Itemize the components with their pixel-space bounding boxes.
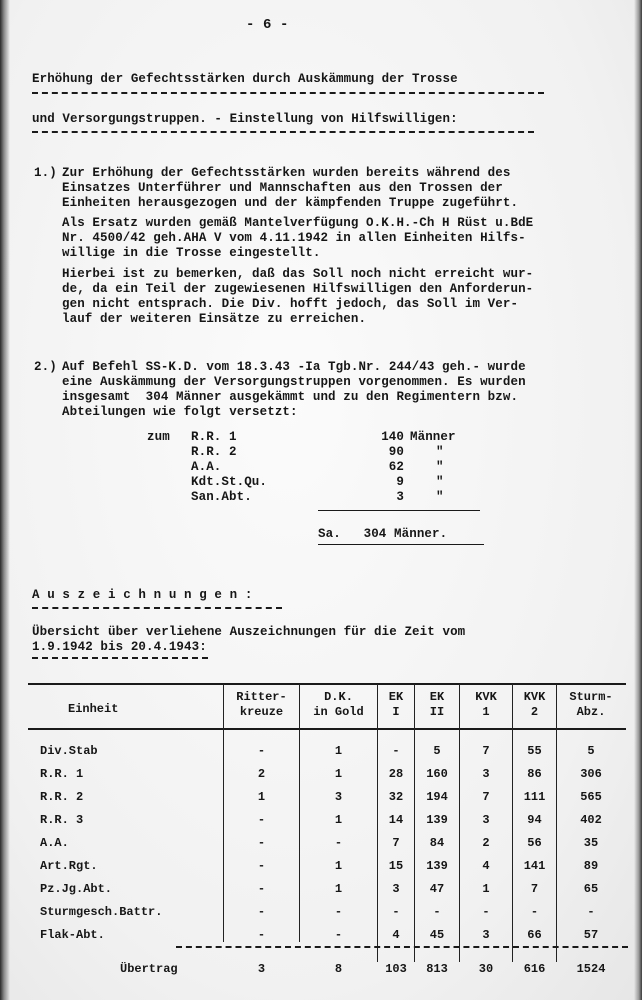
table-header-cell: Einheit bbox=[68, 702, 119, 716]
page-number: - 6 - bbox=[246, 17, 289, 33]
table-total-label: Übertrag bbox=[120, 962, 178, 976]
allocation-unit-label: " bbox=[436, 475, 444, 489]
table-total-cell: 30 bbox=[478, 962, 494, 976]
table-header-cell: 1 bbox=[482, 705, 490, 719]
allocation-sum-line bbox=[318, 510, 480, 511]
table-total-cell: 3 bbox=[257, 962, 266, 976]
allocation-total: Sa. 304 Männer. bbox=[318, 527, 448, 541]
table-cell: 4 bbox=[392, 928, 400, 942]
table-row-unit: Sturmgesch.Battr. bbox=[40, 905, 163, 919]
table-cell: 86 bbox=[527, 767, 542, 781]
table-cell: 3 bbox=[482, 928, 490, 942]
table-cell: 7 bbox=[482, 744, 490, 758]
table-cell: 57 bbox=[583, 928, 599, 942]
table-cell: 7 bbox=[392, 836, 400, 850]
item-1-p2-line: Nr. 4500/42 geh.AHA V vom 4.11.1942 in allen Einheiten Hilfs- bbox=[62, 231, 526, 245]
table-cell: 565 bbox=[580, 790, 602, 804]
table-header-cell: Ritter- bbox=[236, 690, 287, 704]
awards-intro-underline bbox=[32, 657, 208, 659]
table-cell: 32 bbox=[388, 790, 404, 804]
table-cell: 3 bbox=[334, 790, 343, 804]
table-cell: 14 bbox=[388, 813, 404, 827]
table-cell: 1 bbox=[334, 767, 343, 781]
table-total-cell: 103 bbox=[385, 962, 407, 976]
scan-edge-left bbox=[0, 0, 10, 1000]
allocation-count: 62 bbox=[388, 460, 404, 474]
table-header-cell: Abz. bbox=[576, 705, 606, 719]
table-cell: - bbox=[257, 859, 266, 873]
table-row-unit: Div.Stab bbox=[40, 744, 98, 758]
table-top-rule bbox=[28, 683, 626, 685]
allocation-unit: R.R. 1 bbox=[191, 430, 237, 444]
allocation-unit-label: " bbox=[436, 445, 444, 459]
table-cell: 55 bbox=[527, 744, 542, 758]
table-cell: 111 bbox=[523, 790, 546, 804]
table-cell: - bbox=[257, 836, 266, 850]
table-cell: 56 bbox=[527, 836, 542, 850]
table-cell: - bbox=[334, 928, 343, 942]
table-cell: 94 bbox=[527, 813, 542, 827]
awards-title: A u s z e i c h n u n g e n : bbox=[32, 588, 253, 602]
item-1-p1-line: Zur Erhöhung der Gefechtsstärken wurden bereits während des bbox=[62, 166, 511, 180]
table-cell: 2 bbox=[482, 836, 490, 850]
table-cell: 3 bbox=[482, 767, 490, 781]
table-header-cell: EK bbox=[388, 690, 404, 704]
table-cell: 5 bbox=[587, 744, 595, 758]
table-cell: 141 bbox=[523, 859, 546, 873]
table-cell: - bbox=[257, 882, 266, 896]
item-1-p1-line: Einsatzes Unterführer und Mannschaften aus den Trossen der bbox=[62, 181, 503, 195]
table-row-unit: Art.Rgt. bbox=[40, 859, 98, 873]
allocation-count: 90 bbox=[388, 445, 404, 459]
table-total-cell: 8 bbox=[334, 962, 343, 976]
table-cell: - bbox=[530, 905, 539, 919]
table-row-unit: R.R. 1 bbox=[40, 767, 84, 781]
item-1-p3-line: gen nicht entsprach. Die Div. hofft jedoch, das Soll im Ver- bbox=[62, 297, 519, 311]
table-cell: 160 bbox=[426, 767, 448, 781]
table-cell: 194 bbox=[426, 790, 448, 804]
allocation-prefix: zum bbox=[147, 430, 170, 444]
table-total-cell: 813 bbox=[426, 962, 448, 976]
item-1-p3-line: de, da ein Teil der zugewiesenen Hilfswilligen den Anforderun- bbox=[62, 282, 534, 296]
table-cell: 5 bbox=[433, 744, 441, 758]
table-row-unit: A.A. bbox=[40, 836, 69, 850]
table-cell: 1 bbox=[334, 882, 343, 896]
table-total-cell: 1524 bbox=[576, 962, 606, 976]
table-cell: - bbox=[587, 905, 595, 919]
table-header-cell: Sturm- bbox=[569, 690, 613, 704]
table-row-unit: R.R. 2 bbox=[40, 790, 84, 804]
table-header-cell: 2 bbox=[530, 705, 539, 719]
table-cell: 139 bbox=[426, 813, 448, 827]
section-title-line-2: und Versorgungstruppen. - Einstellung von Hilfswilligen: bbox=[32, 112, 458, 126]
allocation-unit: R.R. 2 bbox=[191, 445, 237, 459]
allocation-unit-label: Männer bbox=[410, 430, 456, 444]
table-cell: - bbox=[334, 836, 343, 850]
table-cell: 47 bbox=[429, 882, 445, 896]
item-1-p3-line: Hierbei ist zu bemerken, daß das Soll noch nicht erreicht wur- bbox=[62, 267, 534, 281]
table-cell: 2 bbox=[257, 767, 266, 781]
table-header-cell: KVK bbox=[523, 690, 546, 704]
allocation-total-underline bbox=[318, 544, 484, 545]
table-cell: 1 bbox=[334, 744, 343, 758]
table-header-cell: II bbox=[429, 705, 445, 719]
table-cell: 45 bbox=[429, 928, 445, 942]
table-header-cell: kreuze bbox=[239, 705, 284, 719]
allocation-unit-label: " bbox=[436, 490, 444, 504]
heading-underline-2 bbox=[32, 131, 534, 133]
table-header-rule bbox=[28, 728, 626, 730]
table-cell: 3 bbox=[482, 813, 490, 827]
table-cell: 66 bbox=[527, 928, 542, 942]
table-cell: 1 bbox=[482, 882, 490, 896]
table-cell: - bbox=[257, 813, 266, 827]
table-row-unit: Flak-Abt. bbox=[40, 928, 105, 942]
table-cell: 306 bbox=[580, 767, 602, 781]
table-cell: - bbox=[433, 905, 441, 919]
awards-title-underline bbox=[32, 607, 282, 609]
table-header-cell: EK bbox=[429, 690, 445, 704]
table-cell: 402 bbox=[580, 813, 602, 827]
allocation-count: 140 bbox=[381, 430, 404, 444]
allocation-unit: San.Abt. bbox=[191, 490, 252, 504]
allocation-unit: A.A. bbox=[191, 460, 222, 474]
allocation-unit-label: " bbox=[436, 460, 444, 474]
table-cell: 1 bbox=[257, 790, 266, 804]
table-cell: - bbox=[257, 905, 266, 919]
item-2-line: eine Auskämmung der Versorgungstruppen vorgenommen. Es wurden bbox=[62, 375, 526, 389]
table-cell: - bbox=[392, 744, 400, 758]
table-cell: 35 bbox=[583, 836, 599, 850]
table-cell: 1 bbox=[334, 859, 343, 873]
item-2-number: 2.) bbox=[34, 360, 57, 374]
table-row-unit: Pz.Jg.Abt. bbox=[40, 882, 113, 896]
awards-intro-line: 1.9.1942 bis 20.4.1943: bbox=[32, 640, 207, 654]
item-1-p2-line: Als Ersatz wurden gemäß Mantelverfügung O.K.H.-Ch H Rüst u.BdE bbox=[62, 216, 534, 230]
allocation-count: 3 bbox=[396, 490, 404, 504]
table-header-cell: KVK bbox=[475, 690, 497, 704]
table-cell: - bbox=[257, 928, 266, 942]
table-cell: 89 bbox=[583, 859, 599, 873]
item-2-line: Abteilungen wie folgt versetzt: bbox=[62, 405, 298, 419]
table-cell: 1 bbox=[334, 813, 343, 827]
item-2-line: insgesamt 304 Männer ausgekämmt und zu den Regimentern bzw. bbox=[62, 390, 519, 404]
allocation-count: 9 bbox=[396, 475, 404, 489]
table-cell: - bbox=[482, 905, 490, 919]
table-cell: - bbox=[392, 905, 400, 919]
item-1-p2-line: willige in die Trosse eingestellt. bbox=[62, 246, 321, 260]
table-cell: - bbox=[334, 905, 343, 919]
item-1-p3-line: lauf der weiteren Einsätze zu erreichen. bbox=[62, 312, 367, 326]
item-2-line: Auf Befehl SS-K.D. vom 18.3.43 -Ia Tgb.Nr. 244/43 geh.- wurde bbox=[62, 360, 526, 374]
heading-underline-1 bbox=[32, 92, 544, 94]
table-cell: 15 bbox=[388, 859, 404, 873]
table-cell: 139 bbox=[426, 859, 448, 873]
table-cell: 7 bbox=[482, 790, 490, 804]
table-cell: 4 bbox=[482, 859, 490, 873]
table-cell: 65 bbox=[583, 882, 599, 896]
allocation-unit: Kdt.St.Qu. bbox=[191, 475, 268, 489]
table-total-cell: 616 bbox=[523, 962, 546, 976]
awards-intro-line: Übersicht über verliehene Auszeichnungen für die Zeit vom bbox=[32, 625, 466, 639]
table-cell: 7 bbox=[530, 882, 539, 896]
table-cell: 28 bbox=[388, 767, 404, 781]
table-header-cell: in Gold bbox=[313, 705, 364, 719]
scan-edge-right bbox=[634, 0, 642, 1000]
table-row-unit: R.R. 3 bbox=[40, 813, 84, 827]
section-title-line-1: Erhöhung der Gefechtsstärken durch Auskämmung der Trosse bbox=[32, 72, 458, 86]
table-cell: 3 bbox=[392, 882, 400, 896]
table-total-rule bbox=[176, 946, 628, 948]
table-header-cell: D.K. bbox=[324, 690, 353, 704]
table-header-cell: I bbox=[392, 705, 400, 719]
item-1-p1-line: Einheiten herausgezogen und der kämpfenden Truppe zugeführt. bbox=[62, 196, 519, 210]
item-1-number: 1.) bbox=[34, 166, 57, 180]
table-cell: - bbox=[257, 744, 266, 758]
table-cell: 84 bbox=[429, 836, 445, 850]
